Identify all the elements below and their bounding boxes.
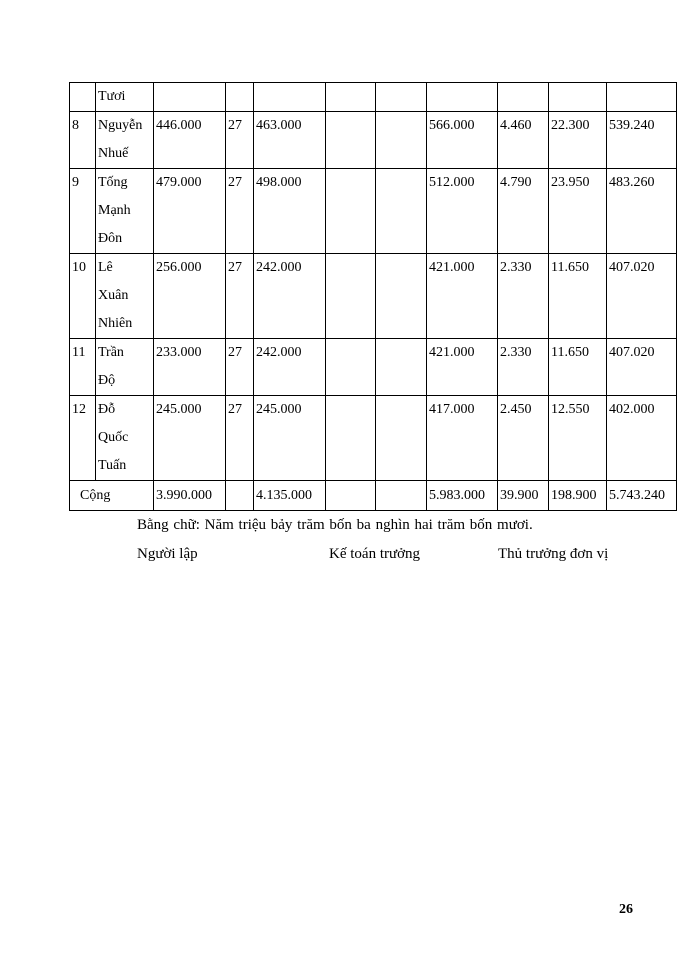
stt-cell: 12 <box>70 396 96 481</box>
value-cell <box>376 254 427 339</box>
value-cell: 22.300 <box>549 112 607 169</box>
value-cell: 2.450 <box>498 396 549 481</box>
page-number: 26 <box>619 902 633 917</box>
value-cell <box>326 339 376 396</box>
stt-cell: 11 <box>70 339 96 396</box>
name-line: Tống <box>98 175 128 190</box>
value-cell <box>326 396 376 481</box>
name-line: Lê <box>98 260 113 275</box>
name-line: Mạnh <box>98 203 131 218</box>
name-cell <box>96 169 154 254</box>
value-cell: 407.020 <box>607 254 677 339</box>
value-cell: 421.000 <box>427 254 498 339</box>
stt-cell: 10 <box>70 254 96 339</box>
value-cell <box>376 169 427 254</box>
days-cell: 27 <box>226 254 254 339</box>
total-value-cell: 5.743.240 <box>607 481 677 511</box>
value-cell <box>326 112 376 169</box>
table-row <box>70 169 677 254</box>
value-cell: 539.240 <box>607 112 677 169</box>
value-cell: 4.460 <box>498 112 549 169</box>
stt-cell: 9 <box>70 169 96 254</box>
total-value-cell <box>376 481 427 511</box>
value-cell: 407.020 <box>607 339 677 396</box>
total-days-cell <box>226 481 254 511</box>
days-cell: 27 <box>226 396 254 481</box>
value-cell: 233.000 <box>154 339 226 396</box>
signature-creator: Người lập <box>137 546 198 562</box>
name-cell <box>96 112 154 169</box>
value-cell: 2.330 <box>498 339 549 396</box>
table-row <box>70 339 677 396</box>
value-cell <box>326 169 376 254</box>
value-cell: 256.000 <box>154 254 226 339</box>
name-line: Đôn <box>98 231 123 246</box>
value-cell: 4.790 <box>498 169 549 254</box>
name-line: Độ <box>98 373 116 388</box>
days-cell: 27 <box>226 169 254 254</box>
value-cell: 11.650 <box>549 339 607 396</box>
value-cell: 402.000 <box>607 396 677 481</box>
payroll-table <box>69 82 677 511</box>
value-cell: 417.000 <box>427 396 498 481</box>
value-cell: 245.000 <box>254 396 326 481</box>
name-cell <box>96 254 154 339</box>
value-cell: 11.650 <box>549 254 607 339</box>
total-value-cell: 3.990.000 <box>154 481 226 511</box>
name-line: Nhiên <box>98 316 133 331</box>
days-cell: 27 <box>226 339 254 396</box>
total-value-cell: 39.900 <box>498 481 549 511</box>
value-cell: 446.000 <box>154 112 226 169</box>
name-cell: Tươi <box>96 83 154 112</box>
total-value-cell <box>326 481 376 511</box>
total-label: Cộng <box>70 481 154 511</box>
table-row <box>70 396 677 481</box>
name-cell <box>96 396 154 481</box>
name-line: Đỗ <box>98 402 116 417</box>
value-cell: 245.000 <box>154 396 226 481</box>
value-cell <box>376 339 427 396</box>
name-line: Xuân <box>98 288 129 303</box>
value-cell: 483.260 <box>607 169 677 254</box>
days-cell: 27 <box>226 112 254 169</box>
total-value-cell: 198.900 <box>549 481 607 511</box>
value-cell: 479.000 <box>154 169 226 254</box>
value-cell <box>376 112 427 169</box>
value-cell: 12.550 <box>549 396 607 481</box>
total-row <box>70 481 677 511</box>
value-cell: 421.000 <box>427 339 498 396</box>
value-cell <box>376 396 427 481</box>
value-cell: 566.000 <box>427 112 498 169</box>
name-cell <box>96 339 154 396</box>
total-value-cell: 4.135.000 <box>254 481 326 511</box>
name-line: Trần <box>98 345 124 360</box>
table-row <box>70 254 677 339</box>
stt-cell <box>70 83 96 112</box>
name-line: Tuấn <box>98 458 127 473</box>
amount-in-words: Bằng chữ: Năm triệu bảy trăm bốn ba nghìn hai trăm bốn mươi. <box>137 517 533 533</box>
table-row-continuation <box>70 83 677 112</box>
value-cell: 23.950 <box>549 169 607 254</box>
value-cell: 2.330 <box>498 254 549 339</box>
name-line: Nguyễn <box>98 118 143 133</box>
signature-chief-accountant: Kế toán trưởng <box>329 546 421 562</box>
value-cell: 242.000 <box>254 339 326 396</box>
stt-cell: 8 <box>70 112 96 169</box>
signature-head-of-unit: Thủ trưởng đơn vị <box>498 546 609 562</box>
value-cell: 498.000 <box>254 169 326 254</box>
value-cell: 463.000 <box>254 112 326 169</box>
total-value-cell: 5.983.000 <box>427 481 498 511</box>
name-line: Nhuế <box>98 146 129 161</box>
value-cell: 512.000 <box>427 169 498 254</box>
value-cell <box>326 254 376 339</box>
name-line: Quốc <box>98 430 129 445</box>
value-cell: 242.000 <box>254 254 326 339</box>
table-row <box>70 112 677 169</box>
